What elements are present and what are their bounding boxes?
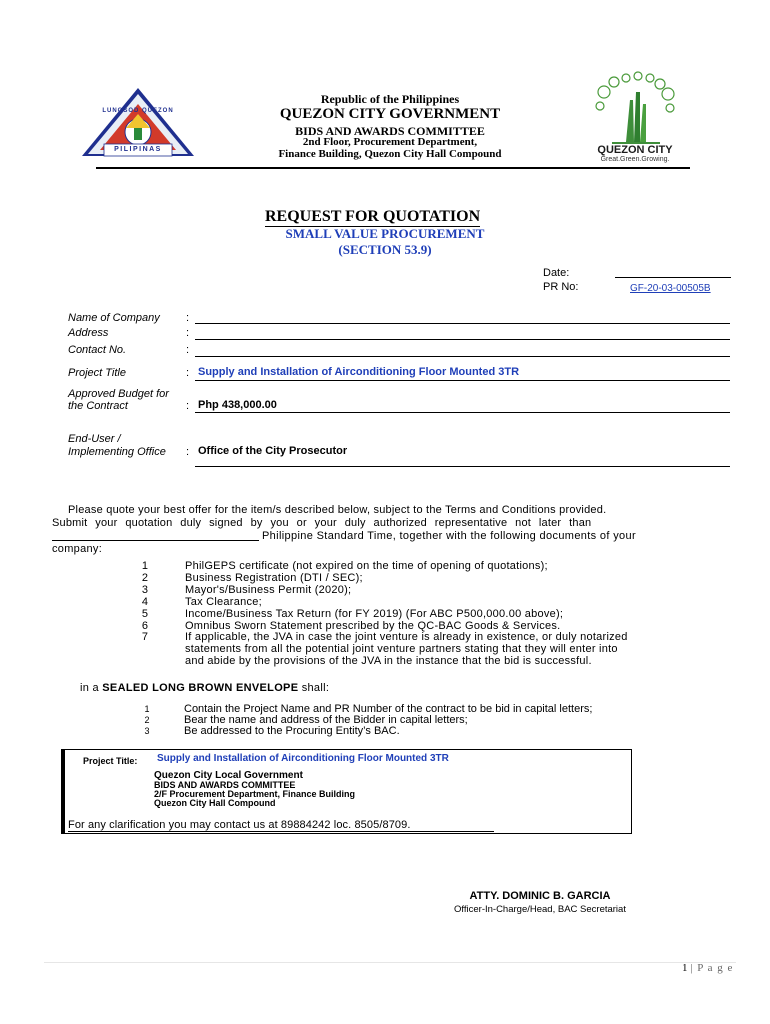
- box-contact-underline: [68, 831, 494, 832]
- list-item: 7 If applicable, the JVA in case the joint venture is already in existence, or duly notarized: [141, 631, 628, 644]
- document-section: (SECTION 53.9): [338, 242, 432, 257]
- list-item-continuation: statements from all the potential joint venture partners stating that they will enter into: [185, 643, 618, 656]
- address-label: Address: [68, 327, 109, 339]
- date-label: Date:: [543, 267, 570, 279]
- box-address-line2: BIDS AND AWARDS COMMITTEE: [154, 780, 296, 790]
- box-address-line4: Quezon City Hall Compound: [154, 798, 276, 808]
- header-government: QUEZON CITY GOVERNMENT: [279, 106, 501, 122]
- list-item: 1 PhilGEPS certificate (not expired on the time of opening of quotations);: [141, 560, 548, 572]
- signatory-title: Officer-In-Charge/Head, BAC Secretariat: [454, 904, 626, 915]
- list-item: 3 Mayor's/Business Permit (2020);: [141, 583, 352, 596]
- pr-number: GF-20-03-00505B: [630, 283, 711, 294]
- company-field[interactable]: [195, 323, 730, 324]
- list-item: 3 Be addressed to the Procuring Entity’s BAC.: [144, 724, 400, 737]
- enduser-value: Office of the City Prosecutor: [198, 445, 348, 457]
- contact-label: Contact No.: [68, 344, 127, 356]
- logo-tagline: Great.Green.Growing.: [600, 156, 670, 163]
- list-item: 4 Tax Clearance;: [141, 595, 262, 608]
- header-committee: BIDS AND AWARDS COMMITTEE: [295, 124, 485, 138]
- list-item: 2 Business Registration (DTI / SEC);: [141, 571, 363, 584]
- page-number-value: 1: [682, 962, 688, 974]
- instructions-line3: Philippine Standard Time, together with the following documents of your: [262, 530, 636, 542]
- company-label: Name of Company: [68, 312, 160, 324]
- seal-text-top: LUNGSOD QUEZON: [102, 108, 174, 114]
- pr-label: PR No:: [543, 281, 579, 293]
- list-item: 2 Bear the name and address of the Bidder in capital letters;: [144, 713, 468, 726]
- header-address-line2: Finance Building, Quezon City Hall Compound: [278, 148, 502, 160]
- enduser-label-line1: End-User /: [68, 433, 121, 445]
- box-contact: For any clarification you may contact us at 89884242 loc. 8505/8709.: [68, 819, 411, 831]
- budget-value: Php 438,000.00: [198, 399, 277, 411]
- requirements-list: [138, 561, 738, 668]
- document-subtitle: SMALL VALUE PROCUREMENT: [285, 226, 485, 241]
- envelope-list: [140, 704, 740, 736]
- list-item-continuation: and abide by the provisions of the JVA in the instance that the bid is successful.: [185, 655, 592, 668]
- quezon-city-logo: [590, 70, 680, 148]
- budget-line: [195, 412, 730, 413]
- address-colon: :: [186, 327, 190, 339]
- seal-text-bottom: PILIPINAS: [114, 146, 162, 153]
- company-colon: :: [186, 312, 190, 324]
- box-project-value: Supply and Installation of Airconditioning Floor Mounted 3TR: [157, 753, 449, 764]
- header-divider: [96, 167, 690, 169]
- instructions-line1: Please quote your best offer for the item/s described below, subject to the Terms and Conditions provided.: [68, 504, 607, 516]
- budget-label-line1: Approved Budget for: [68, 388, 169, 400]
- envelope-instruction: in a SEALED LONG BROWN ENVELOPE shall:: [80, 682, 330, 694]
- header-address-line1: 2nd Floor, Procurement Department,: [302, 136, 478, 148]
- enduser-line: [195, 466, 730, 467]
- contact-colon: :: [186, 344, 190, 356]
- page-number: [682, 962, 733, 974]
- list-item: 6 Omnibus Sworn Statement prescribed by the QC-BAC Goods & Services.: [141, 619, 561, 632]
- project-colon: :: [186, 367, 190, 379]
- enduser-colon: :: [186, 446, 190, 458]
- header-republic: Republic of the Philippines: [320, 92, 460, 106]
- box-project-label: Project Title:: [83, 756, 138, 766]
- logo-name: QUEZON CITY: [597, 144, 673, 156]
- box-address-line1: Quezon City Local Government: [154, 770, 303, 781]
- date-field[interactable]: [615, 277, 731, 278]
- contact-field[interactable]: [195, 356, 730, 357]
- project-title-line: [195, 380, 730, 381]
- document-title: REQUEST FOR QUOTATION: [265, 208, 481, 225]
- list-item: 1 Contain the Project Name and PR Number of the contract to be bid in capital letters;: [144, 703, 593, 715]
- project-title-value: Supply and Installation of Airconditioning Floor Mounted 3TR: [198, 366, 520, 378]
- instructions-line2: Submit your quotation duly signed by you or your duly authorized representative not later than: [52, 517, 592, 529]
- budget-colon: :: [186, 400, 190, 412]
- page-number-label: | P a g e: [690, 962, 734, 974]
- box-address-line3: 2/F Procurement Department, Finance Building: [154, 789, 356, 799]
- footer-divider: [44, 962, 736, 963]
- project-label: Project Title: [68, 367, 126, 379]
- signatory-name: ATTY. DOMINIC B. GARCIA: [469, 890, 611, 902]
- budget-label-line2: the Contract: [68, 400, 128, 412]
- envelope-emphasis: SEALED LONG BROWN ENVELOPE: [102, 682, 299, 694]
- list-item: 5 Income/Business Tax Return (for FY 2019) (For ABC P500,000.00 above);: [141, 607, 564, 620]
- enduser-label-line2: Implementing Office: [68, 446, 166, 458]
- address-field[interactable]: [195, 339, 730, 340]
- deadline-field[interactable]: [52, 540, 259, 541]
- instructions-line4: company:: [52, 543, 103, 555]
